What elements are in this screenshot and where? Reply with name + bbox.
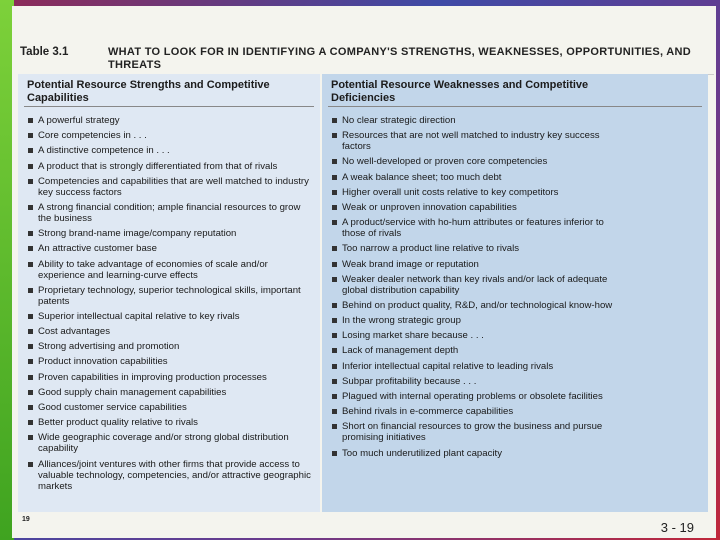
list-item: An attractive customer base <box>28 243 314 254</box>
slide-number: 3 - 19 <box>660 520 694 535</box>
list-item: Higher overall unit costs relative to key competitors <box>332 187 617 198</box>
weaknesses-list <box>332 115 617 463</box>
list-item: A product that is strongly differentiated from that of rivals <box>28 161 314 172</box>
weaknesses-column <box>322 74 708 512</box>
list-item: Too narrow a product line relative to rivals <box>332 243 617 254</box>
list-item: Product innovation capabilities <box>28 356 314 367</box>
list-item: No clear strategic direction <box>332 115 617 126</box>
list-item: Good supply chain management capabilities <box>28 387 314 398</box>
list-item: Alliances/joint ventures with other firms that provide access to valuable technology, competencies, and/or attractive geographic markets <box>28 459 314 492</box>
list-item: Weak or unproven innovation capabilities <box>332 202 617 213</box>
list-item: Resources that are not well matched to industry key success factors <box>332 130 617 152</box>
strengths-header: Potential Resource Strengths and Competitive Capabilities <box>27 79 270 104</box>
table-header <box>16 42 712 76</box>
list-item: Proprietary technology, superior technological skills, important patents <box>28 285 314 307</box>
list-item: Proven capabilities in improving production processes <box>28 372 314 383</box>
list-item: Lack of management depth <box>332 345 617 356</box>
list-item: Behind on product quality, R&D, and/or technological know-how <box>332 300 617 311</box>
slide <box>12 6 716 538</box>
page-mark: 19 <box>22 516 30 523</box>
list-item: Too much underutilized plant capacity <box>332 448 617 459</box>
list-item: Strong advertising and promotion <box>28 341 314 352</box>
list-item: In the wrong strategic group <box>332 315 617 326</box>
list-item: Wide geographic coverage and/or strong global distribution capability <box>28 432 314 454</box>
list-item: Competencies and capabilities that are well matched to industry key success factors <box>28 176 314 198</box>
swot-table <box>18 74 708 512</box>
list-item: Behind rivals in e-commerce capabilities <box>332 406 617 417</box>
list-item: Weaker dealer network than key rivals and/or lack of adequate global distribution capability <box>332 274 617 296</box>
list-item: Ability to take advantage of economies of scale and/or experience and learning-curve effects <box>28 259 314 281</box>
list-item: A weak balance sheet; too much debt <box>332 172 617 183</box>
list-item: Losing market share because . . . <box>332 330 617 341</box>
list-item: Subpar profitability because . . . <box>332 376 617 387</box>
table-number: Table 3.1 <box>20 46 69 58</box>
list-item: Plagued with internal operating problems or obsolete facilities <box>332 391 617 402</box>
list-item: Cost advantages <box>28 326 314 337</box>
list-item: Good customer service capabilities <box>28 402 314 413</box>
list-item: A powerful strategy <box>28 115 314 126</box>
list-item: A distinctive competence in . . . <box>28 145 314 156</box>
list-item: Weak brand image or reputation <box>332 259 617 270</box>
weaknesses-header: Potential Resource Weaknesses and Competitive Deficiencies <box>331 79 589 104</box>
list-item: Core competencies in . . . <box>28 130 314 141</box>
list-item: A strong financial condition; ample financial resources to grow the business <box>28 202 314 224</box>
strengths-header-rule <box>24 106 314 107</box>
table-title: WHAT TO LOOK FOR IN IDENTIFYING A COMPANY'S STRENGTHS, WEAKNESSES, OPPORTUNITIES, AND THREATS <box>108 46 692 71</box>
strengths-column <box>18 74 320 512</box>
list-item: Inferior intellectual capital relative to leading rivals <box>332 361 617 372</box>
list-item: Superior intellectual capital relative to key rivals <box>28 311 314 322</box>
strengths-list <box>28 115 314 496</box>
weaknesses-header-rule <box>328 106 702 107</box>
list-item: A product/service with ho-hum attributes or features inferior to those of rivals <box>332 217 617 239</box>
list-item: Strong brand-name image/company reputation <box>28 228 314 239</box>
list-item: Short on financial resources to grow the business and pursue promising initiatives <box>332 421 617 443</box>
list-item: Better product quality relative to rivals <box>28 417 314 428</box>
list-item: No well-developed or proven core competencies <box>332 156 617 167</box>
